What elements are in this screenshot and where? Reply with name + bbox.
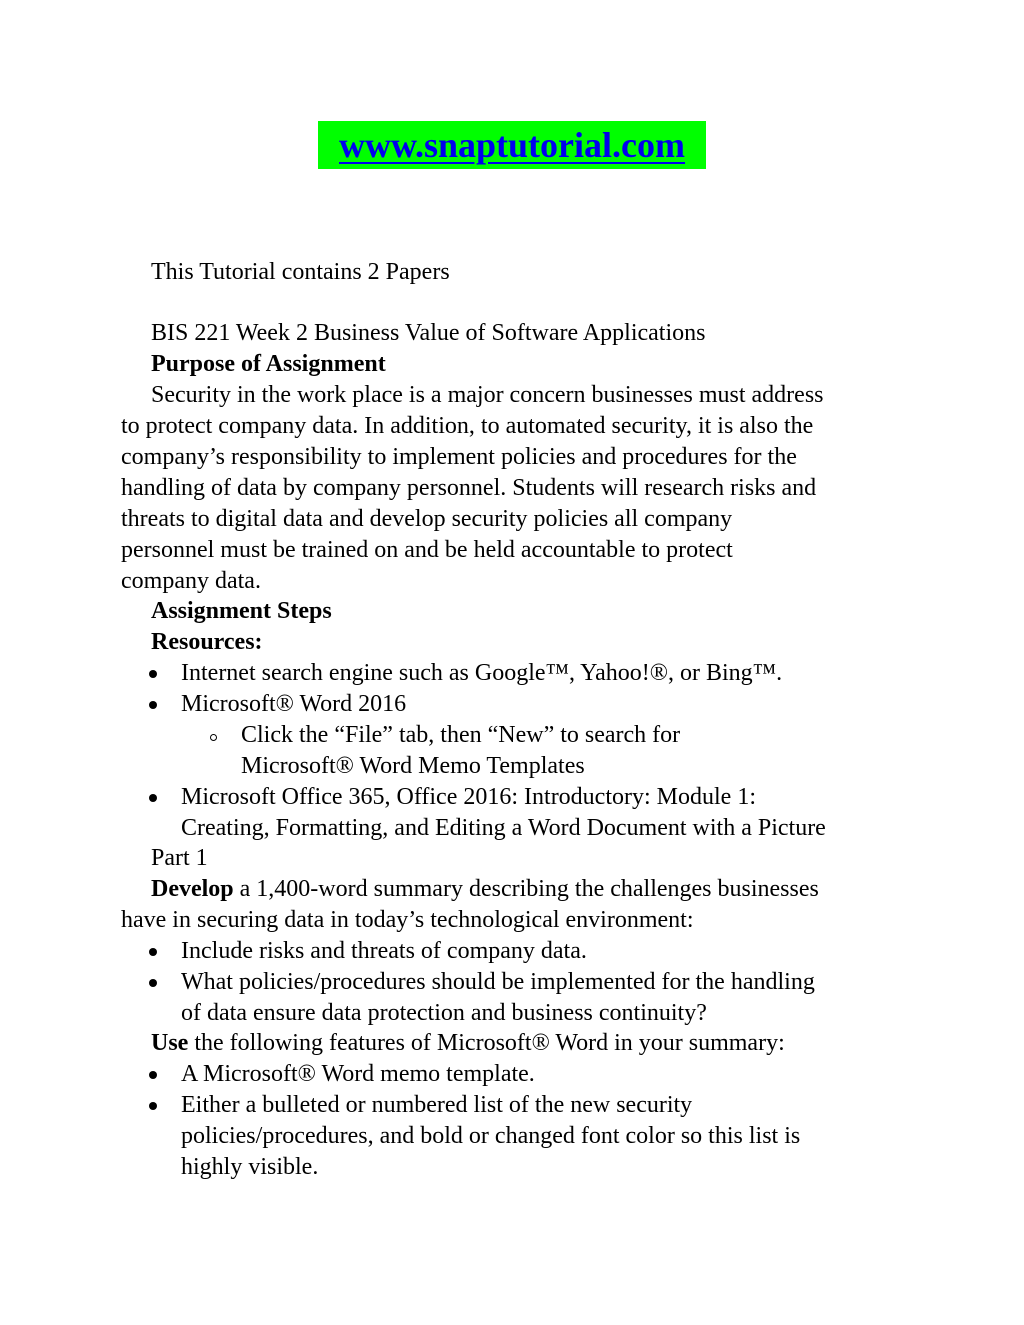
purpose-line: personnel must be trained on and be held accountable to protect: [121, 537, 733, 563]
purpose-line: handling of data by company personnel. Students will research risks and: [121, 475, 817, 501]
bullet-icon: [149, 979, 157, 987]
purpose-line: company’s responsibility to implement policies and procedures for the: [121, 444, 797, 470]
resource-item: Microsoft Office 365, Office 2016: Introductory: Module 1:: [181, 784, 756, 810]
purpose-line: to protect company data. In addition, to automated security, it is also the: [121, 413, 814, 439]
purpose-line: company data.: [121, 568, 261, 594]
bullet-icon: [149, 948, 157, 956]
bullet-icon: [149, 1071, 157, 1079]
part-heading: Part 1: [151, 845, 208, 871]
use-item: A Microsoft® Word memo template.: [181, 1061, 535, 1087]
use-rest: the following features of Microsoft® Word in your summary:: [188, 1030, 785, 1056]
resource-item: Internet search engine such as Google™, Yahoo!®, or Bing™.: [181, 660, 783, 686]
resource-item: Creating, Formatting, and Editing a Word Document with a Picture: [181, 815, 826, 841]
use-bold: Use: [151, 1030, 189, 1056]
purpose-line: Security in the work place is a major concern businesses must address: [151, 382, 824, 408]
develop-line: have in securing data in today’s technological environment:: [121, 907, 694, 933]
develop-line: [151, 874, 819, 905]
develop-item: What policies/procedures should be implemented for the handling: [181, 969, 815, 995]
bullet-icon: [149, 794, 157, 802]
resource-subitem: Microsoft® Word Memo Templates: [241, 753, 585, 779]
site-link-highlight: [318, 121, 706, 169]
purpose-line: threats to digital data and develop security policies all company: [121, 506, 733, 532]
use-item: Either a bulleted or numbered list of the new security: [181, 1092, 693, 1118]
use-item: highly visible.: [181, 1154, 319, 1180]
develop-bold: Develop: [151, 876, 234, 902]
bullet-icon: [149, 701, 157, 709]
develop-item: of data ensure data protection and business continuity?: [181, 1000, 707, 1026]
resource-item: Microsoft® Word 2016: [181, 691, 407, 717]
course-title: BIS 221 Week 2 Business Value of Software Applications: [151, 320, 706, 346]
steps-heading: Assignment Steps: [151, 598, 332, 624]
resource-subitem: Click the “File” tab, then “New” to search for: [241, 722, 681, 748]
resources-heading: Resources:: [151, 629, 263, 655]
bullet-icon: [149, 1102, 157, 1110]
sub-bullet-icon: [210, 734, 217, 741]
site-link[interactable]: www.snaptutorial.com: [338, 125, 685, 165]
use-item: policies/procedures, and bold or changed font color so this list is: [181, 1123, 801, 1149]
use-line: [151, 1028, 785, 1059]
purpose-heading: Purpose of Assignment: [151, 351, 386, 377]
bullet-icon: [149, 670, 157, 678]
intro-text: This Tutorial contains 2 Papers: [151, 259, 450, 285]
develop-rest: a 1,400-word summary describing the challenges businesses: [233, 876, 819, 902]
develop-item: Include risks and threats of company data.: [181, 938, 587, 964]
